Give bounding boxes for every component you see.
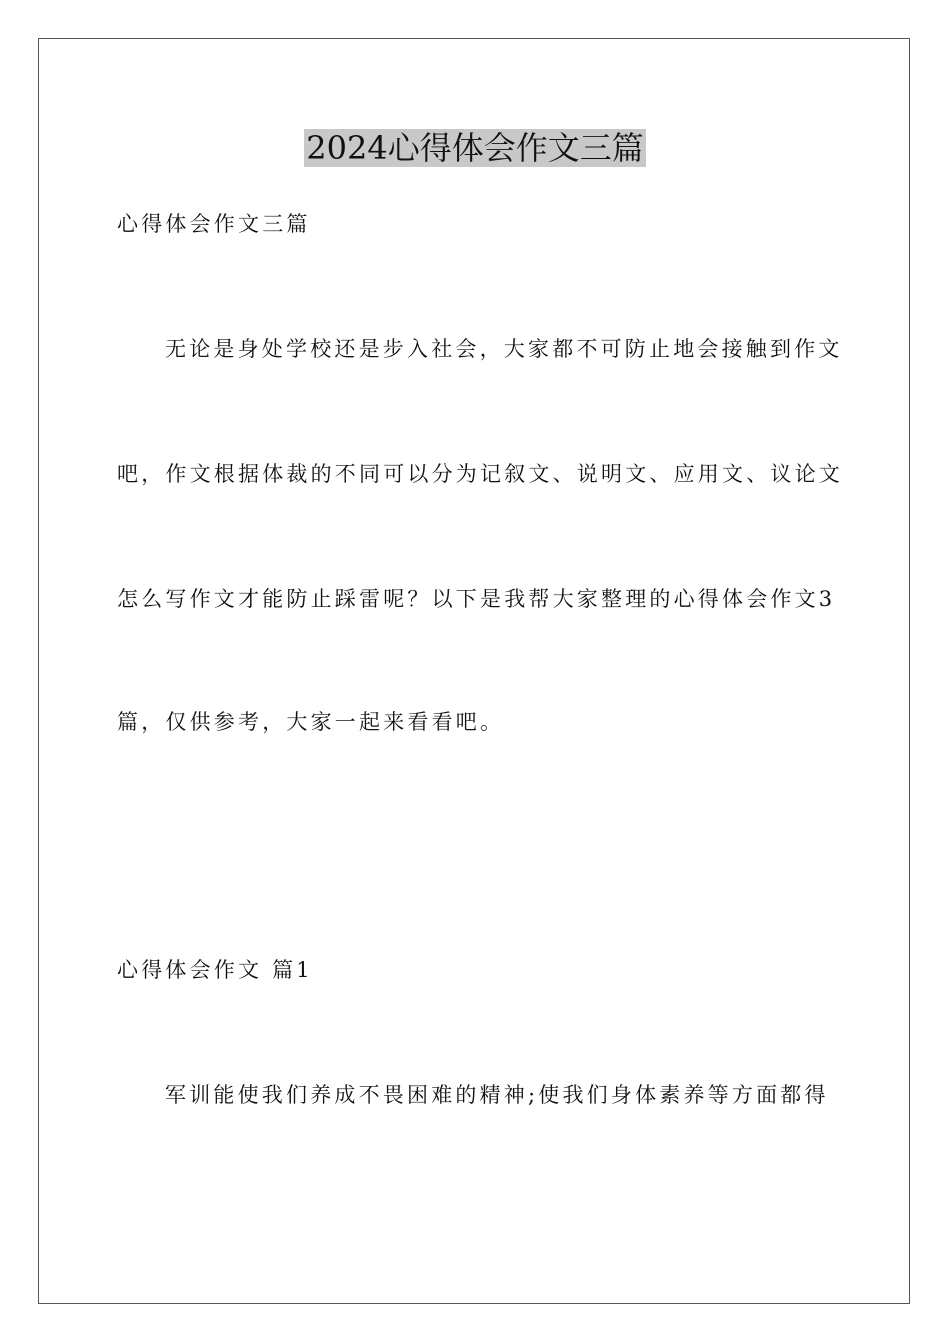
intro-paragraph-line: 吧，作文根据体裁的不同可以分为记叙文、说明文、应用文、议论文 — [117, 462, 843, 486]
section-heading: 心得体会作文 篇1 — [117, 958, 313, 982]
document-title-text: 2024心得体会作文三篇 — [306, 129, 644, 167]
section-paragraph-line: 军训能使我们养成不畏困难的精神;使我们身体素养等方面都得 — [165, 1083, 829, 1107]
intro-paragraph-line: 怎么写作文才能防止踩雷呢？以下是我帮大家整理的心得体会作文3 — [117, 587, 836, 611]
intro-paragraph-line: 篇，仅供参考，大家一起来看看吧。 — [117, 710, 505, 734]
intro-paragraph-line: 无论是身处学校还是步入社会，大家都不可防止地会接触到作文 — [165, 337, 843, 361]
document-subtitle: 心得体会作文三篇 — [117, 212, 311, 236]
document-title — [0, 126, 950, 170]
